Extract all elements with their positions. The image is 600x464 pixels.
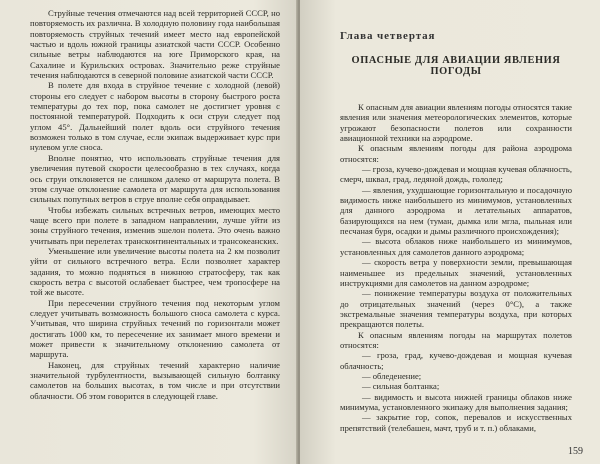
chapter-label: Глава четвертая xyxy=(340,30,436,42)
paragraph: К опасным для авиации явлениям погоды относятся такие явления или значения метеорологических элементов, которые угрожают безопасности полетов или сохранности авиационной техники на аэродроме. xyxy=(340,102,572,144)
list-item: — обледенение; xyxy=(362,370,422,381)
left-page-text xyxy=(30,8,280,401)
chapter-title: ОПАСНЫЕ ДЛЯ АВИАЦИИ ЯВЛЕНИЯ ПОГОДЫ xyxy=(351,55,561,77)
list-item: — высота облаков ниже наибольшего из минимумов, установленных для самолетов данного аэродрома; xyxy=(340,236,572,257)
page-number: 159 xyxy=(568,446,583,457)
paragraph: При пересечении струйного течения под некоторым углом следует учитывать возможность большого сноса самолета с курса. Учитывая, что ширина струйных течений по горизонтали может достигать 1000 км, то пересечение их занимает много времени и может привести к значительному отклонению самолета от маршрута. xyxy=(30,297,280,360)
paragraph: Струйные течения отмечаются над всей территорией СССР, но повторяемость их различна. В холодную половину года наибольшая повторяемость струйных течений имеет место над европейской частью и вдоль южной границы азиатской части СССР. Особенно сильные ветры наблюдаются на юге Приморского края, на Сахалине и Курильских островах. Значительно реже струйные течения наблюдаются в северной половине азиатской части СССР. xyxy=(30,8,280,81)
paragraph: В полете для входа в струйное течение с холодной (левой) стороны его следует с набором высоты в сторону быстрого роста температуры до тех пор, пока самолет не достигнет уровня с постоянной температурой. Подходить к оси струи следует под углом 45°. Дальнейший полет вдоль оси струйного течения возможен только в том случае, если экипаж выдерживает курс при нулевом угле сноса. xyxy=(30,80,280,153)
paragraph: К опасным явлениям погоды для района аэродрома относятся: xyxy=(340,143,572,164)
paragraph: К опасным явлениям погоды на маршрутах полетов относятся: xyxy=(340,329,572,350)
list-item: — закрытие гор, сопок, перевалов и искусственных препятствий (телебашен, мачт, труб и т. п.) облаками, xyxy=(340,412,572,433)
list-item: — сильная болтанка; xyxy=(362,381,440,392)
paragraph: Вполне понятно, что использовать струйные течения для увеличения путевой скорости целесообразно в тех случаях, когда ось струи отклоняется не слишком далеко от маршрута полета. В этом случае отклонение самолета от маршрута для использования сильных попутных ветров в струе вполне себя оправдывает. xyxy=(30,152,280,205)
list-item: — скорость ветра у поверхности земли, превышающая наименьшее из предельных значений, установленных инструкциями для самолетов на данном аэродроме; xyxy=(340,257,572,288)
paragraph: Наконец, для струйных течений характерно наличие значительной турбулентности, вызывающей сильную болтанку самолетов на больших высотах, в том числе и при отсутствии облачности. Об этом говорится в следующей главе. xyxy=(30,359,280,401)
list-item: — видимость и высота нижней границы облаков ниже минимума, установленного экипажу для выполнения задания; xyxy=(340,391,572,412)
list-item: — гроза, град, кучево-дождевая и мощная кучевая облачность; xyxy=(340,350,572,371)
right-page xyxy=(300,0,600,464)
list-item: — понижение температуры воздуха от положительных до отрицательных значений (через 0°C), а также экстремальные значения температуры воздуха, при которых прекращаются полеты. xyxy=(340,288,572,330)
list-item: — явления, ухудшающие горизонтальную и посадочную видимость ниже наибольшего из минимумов, установленных для данного аэродрома и летательных аппаратов, базирующихся на нем (туман, дымка или мгла, пыльная или песчаная буря, осадки и дымы различного происхождения); xyxy=(340,184,572,237)
list-item: — гроза, кучево-дождевая и мощная кучевая облачность, смерч, шквал, град, ледяной дождь, гололед; xyxy=(340,164,572,185)
paragraph: Чтобы избежать сильных встречных ветров, имеющих место чаще всего при полете в западном направлении, лучше уйти из зоны струйного течения, изменив эшелон полета. Это очень важно учитывать при перелетах трансконтинентальных и трансокеанских. xyxy=(30,204,280,246)
right-page-text xyxy=(340,102,572,433)
left-page xyxy=(0,0,298,464)
paragraph: Уменьшение или увеличение высоты полета на 2 км позволит уйти от сильного встречного ветра. Если позволяет характер задания, то можно подняться в нижнюю стратосферу, так как скорость ветра с высотой ослабевает быстрее, чем тропосфере на той же высоте. xyxy=(30,245,280,298)
